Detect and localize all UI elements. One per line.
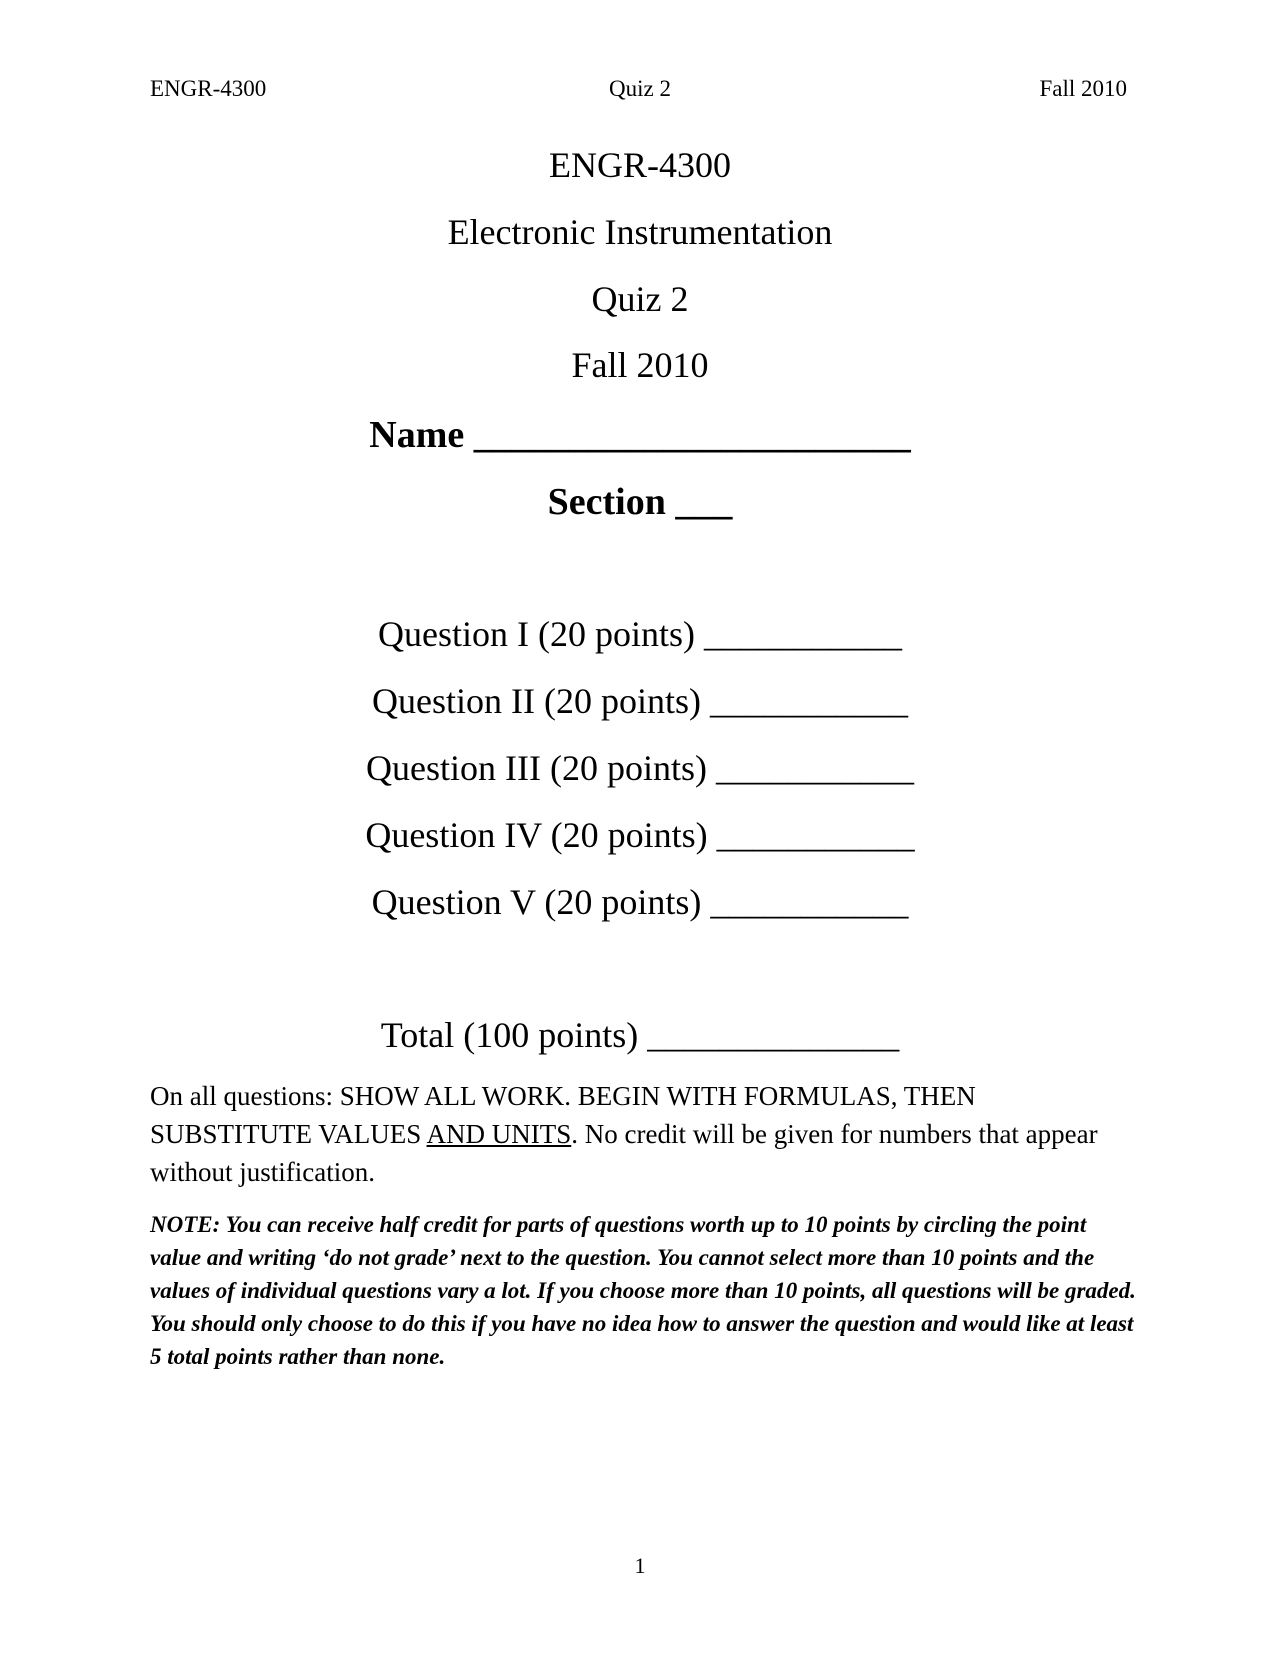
score-line-question-5: Question V (20 points) ___________	[371, 882, 909, 922]
score-line-question-1: Question I (20 points) ___________	[378, 614, 902, 654]
running-header-course: ENGR-4300	[150, 76, 267, 101]
instructions-paragraph	[150, 1077, 1140, 1191]
instructions-underlined-text: AND UNITS	[426, 1119, 572, 1149]
subject-title: Electronic Instrumentation	[447, 212, 833, 252]
term-title: Fall 2010	[571, 345, 709, 385]
name-field: Name _______________________	[369, 414, 911, 456]
score-line-question-2: Question II (20 points) ___________	[372, 681, 908, 721]
running-header-term: Fall 2010	[1039, 76, 1127, 101]
score-line-question-3: Question III (20 points) ___________	[366, 748, 914, 788]
section-field: Section ___	[547, 481, 733, 523]
score-line-question-4: Question IV (20 points) ___________	[365, 815, 915, 855]
half-credit-note: NOTE: You can receive half credit for parts of questions worth up to 10 points by circling the point value and writing ‘do not grade’ next to the question. You cannot select more than 10 points and the values of individual questions vary a lot. If you choose more than 10 points, all questions will be graded. You should only choose to do this if you have no idea how to answer the question and would like at least 5 total points rather than none.	[150, 1212, 1136, 1369]
page-number: 1	[634, 1553, 646, 1578]
instructions-text-end: . No credit will be given for numbers that appear without justification.	[150, 1119, 1098, 1187]
course-title: ENGR-4300	[549, 145, 731, 185]
score-line-total: Total (100 points) ______________	[380, 1015, 900, 1055]
quiz-title: Quiz 2	[591, 279, 689, 319]
running-header-quiz: Quiz 2	[609, 76, 671, 101]
instructions-text-start: On all questions: SHOW ALL WORK. BEGIN WITH FORMULAS, THEN SUBSTITUTE VALUES	[150, 1081, 976, 1149]
